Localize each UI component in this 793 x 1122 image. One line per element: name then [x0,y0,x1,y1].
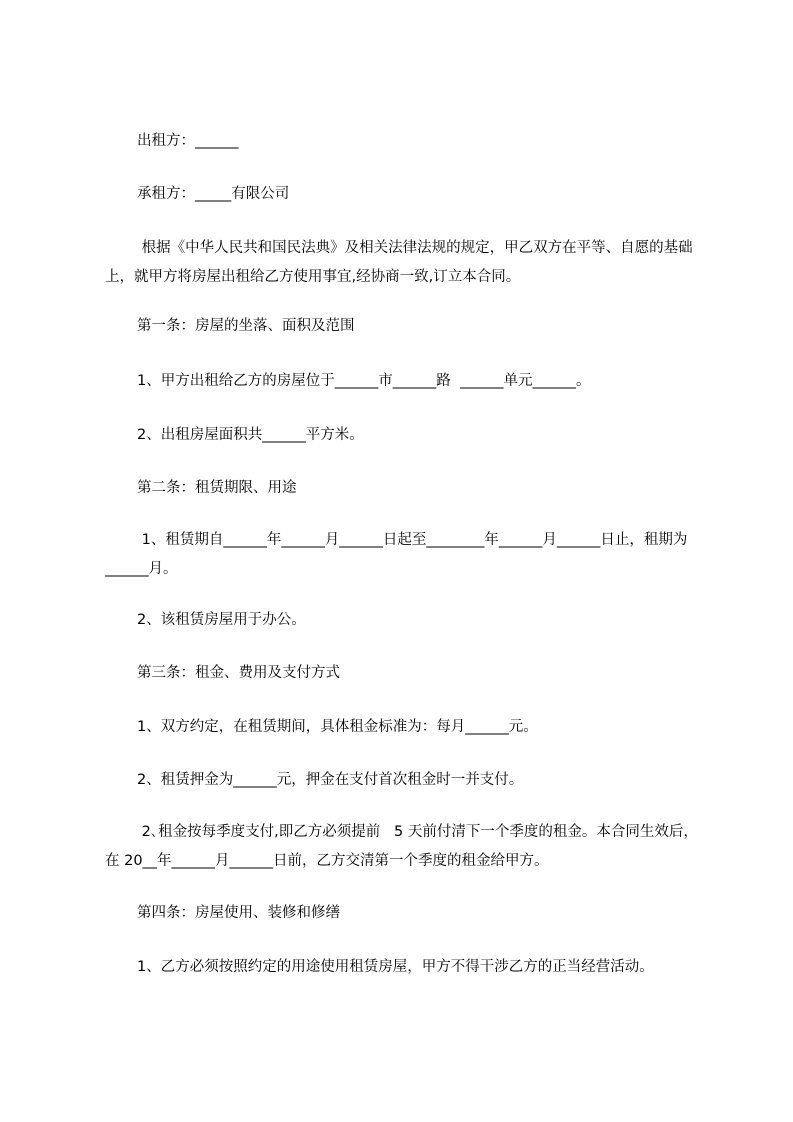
article-3-title: 第三条：租金、费用及支付方式 [137,665,340,681]
article-3-clause-1: 1、双方约定，在租赁期间，具体租金标准为：每月______元。 [137,719,538,735]
lessor-line: 出租方：______ [137,133,239,149]
article-2-clause-1: 1、租赁期自______年______月______日起至________年______月______日止，租期为______月。 [105,532,688,577]
article-2-title: 第二条：租赁期限、用途 [137,480,297,496]
lessee-line: 承租方：_____有限公司 [137,186,290,202]
article-4-clause-1: 1、乙方必须按照约定的用途使用租赁房屋，甲方不得干涉乙方的正当经营活动。 [137,959,654,975]
article-1-clause-1: 1、甲方出租给乙方的房屋位于______市______路 ______单元______。 [137,373,591,389]
article-3-clause-2: 2、租赁押金为______元，押金在支付首次租金时一并支付。 [137,772,524,788]
article-3-clause-3: 2､租金按每季度支付,即乙方必须提前 5 天前付清下一个季度的租金。本合同生效后，在 20__年______月______日前，乙方交清第一个季度的租金给甲方。 [105,824,698,869]
article-4-title: 第四条：房屋使用、装修和修缮 [137,905,340,921]
article-1-clause-2: 2、出租房屋面积共______平方米。 [137,427,364,443]
article-2-clause-2: 2、该租赁房屋用于办公。 [137,612,306,628]
article-1-title: 第一条：房屋的坐落、面积及范围 [137,318,355,334]
preamble-paragraph: 根据《中华人民共和国民法典》及相关法律法规的规定，甲乙双方在平等、自愿的基础上，就甲方将房屋出租给乙方使用事宜,经协商一致,订立本合同。 [105,240,693,285]
